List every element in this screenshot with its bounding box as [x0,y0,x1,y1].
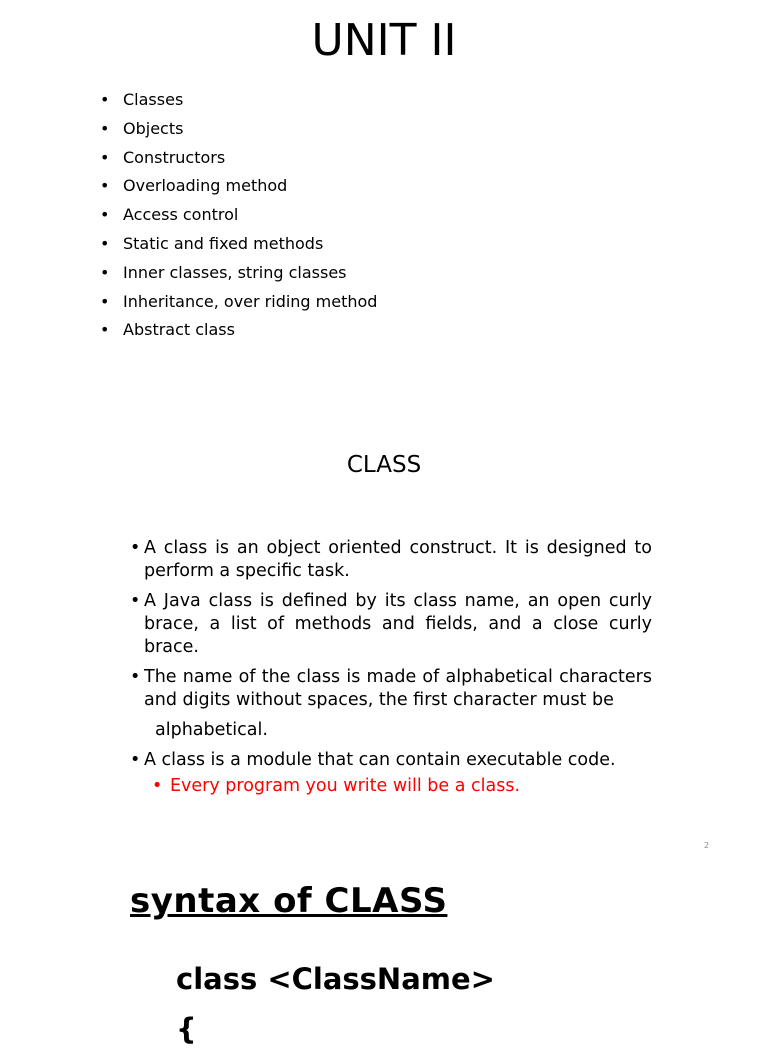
bullet-icon: • [130,591,141,611]
list-item [100,259,377,288]
bullet-icon: • [130,538,141,558]
list-item [130,590,652,659]
list-item [100,201,377,230]
section-heading: syntax of CLASS [130,881,448,921]
bullet-icon: • [100,262,110,282]
bullet-icon: • [100,176,110,196]
bullet-icon: • [100,118,110,138]
bullet-icon: • [100,147,110,167]
list-item-text: The name of the class is made of alphabetical characters and digits without spaces, the first character must be [144,667,652,710]
bullet-icon: • [152,776,163,796]
code-line: { [176,1012,197,1046]
section-heading: CLASS [346,452,422,478]
list-item-label: Static and fixed methods [123,233,324,253]
bullet-icon: • [130,750,141,770]
list-item [100,230,377,259]
bullet-icon: • [100,205,110,225]
bullet-icon: • [100,90,110,109]
list-item [100,86,377,115]
list-item [100,115,377,144]
list-item [100,144,377,173]
list-item-label: Overloading method [123,176,288,196]
list-item-label: Access control [123,205,239,225]
list-item [130,666,652,742]
list-item-continuation: alphabetical. [155,720,268,740]
topic-list [100,86,377,345]
code-line: class <ClassName> [176,962,495,996]
bullet-icon: • [100,320,110,340]
list-item-label: Inner classes, string classes [123,262,347,282]
list-item [100,172,377,201]
list-item [100,288,377,317]
list-item-label: Classes [123,90,184,109]
bullet-icon: • [100,233,110,253]
bullet-icon: • [100,291,110,311]
page-number: 2 [704,841,710,850]
list-item-label: Constructors [123,147,226,167]
list-item-text: A class is an object oriented construct. It is designed to perform a specific task. [144,538,652,581]
list-item-label: Inheritance, over riding method [123,291,378,311]
slide-title: UNIT II [311,15,457,66]
highlight-text: Every program you write will be a class. [170,776,521,796]
list-item [130,749,652,772]
class-definition-list [130,537,652,798]
list-item-label: Abstract class [123,320,235,340]
list-item-text: A class is a module that can contain executable code. [144,750,616,770]
bullet-icon: • [130,667,141,687]
list-item [100,316,377,345]
sub-list-item [144,775,652,798]
list-item [130,537,652,583]
list-item-text: A Java class is defined by its class name, an open curly brace, a list of methods and fields, and a close curly brace. [144,591,652,657]
list-item-label: Objects [123,118,184,138]
